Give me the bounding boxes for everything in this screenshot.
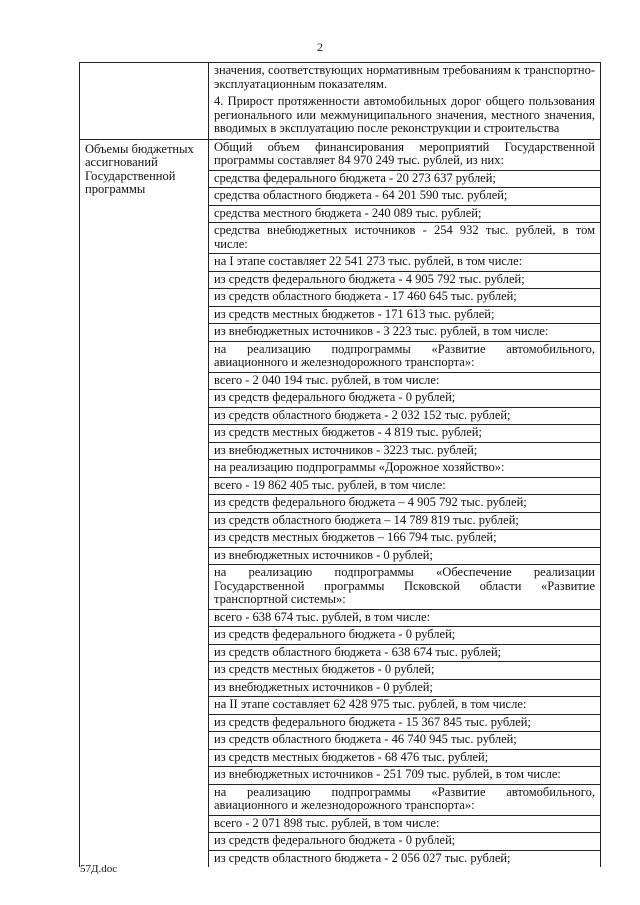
budget-paragraph: средства федерального бюджета - 20 273 637 рублей; <box>209 171 600 189</box>
row2-left-cell <box>80 140 209 868</box>
budget-paragraph: из внебюджетных источников - 3223 тыс. рублей; <box>209 443 600 461</box>
budget-paragraph: из средств местных бюджетов – 166 794 тыс. рублей; <box>209 530 600 548</box>
budget-paragraph: из средств местных бюджетов - 171 613 тыс. рублей; <box>209 307 600 325</box>
budget-paragraph: из средств федерального бюджета - 15 367 845 тыс. рублей; <box>209 715 600 733</box>
budget-paragraph: из средств областного бюджета - 2 032 152 тыс. рублей; <box>209 408 600 426</box>
budget-paragraph: из средств областного бюджета - 17 460 645 тыс. рублей; <box>209 289 600 307</box>
budget-paragraph: средства внебюджетных источников - 254 932 тыс. рублей, в том числе: <box>209 223 600 254</box>
budget-paragraph: из средств областного бюджета - 638 674 тыс. рублей; <box>209 645 600 663</box>
budget-paragraph: из средств местных бюджетов - 4 819 тыс. рублей; <box>209 425 600 443</box>
budget-paragraph: Общий объем финансирования мероприятий Государственной программы составляет 84 970 249 тыс. рублей, из них: <box>209 140 600 171</box>
budget-paragraph: всего - 2 040 194 тыс. рублей, в том числе: <box>209 373 600 391</box>
file-name-footer: 57Д.doc <box>80 863 118 875</box>
budget-paragraph: из средств областного бюджета - 2 056 027 тыс. рублей; <box>214 850 511 865</box>
row2-right-cell <box>209 140 601 868</box>
budget-paragraph: на реализацию подпрограммы «Развитие автомобильного, авиационного и железнодорожного транспорта»: <box>209 785 600 816</box>
budget-paragraph: из средств федерального бюджета - 0 рублей; <box>209 627 600 645</box>
row1-right-cell <box>209 63 601 139</box>
budget-paragraph: из средств федерального бюджета – 4 905 792 тыс. рублей; <box>209 495 600 513</box>
budget-paragraph: из внебюджетных источников - 3 223 тыс. рублей, в том числе: <box>209 324 600 342</box>
budget-paragraph: всего - 2 071 898 тыс. рублей, в том числе: <box>209 816 600 834</box>
program-table <box>79 62 601 867</box>
table-row-indicators <box>80 63 601 140</box>
budget-paragraph: на реализацию подпрограммы «Дорожное хозяйство»: <box>209 460 600 478</box>
budget-paragraph: из средств федерального бюджета - 4 905 792 тыс. рублей; <box>209 272 600 290</box>
table-row-budget <box>80 140 601 868</box>
budget-paragraph: средства местного бюджета - 240 089 тыс. рублей; <box>209 206 600 224</box>
budget-label: Объемы бюджетных ассигнований Государственной программы <box>85 141 194 196</box>
budget-paragraph: на реализацию подпрограммы «Обеспечение реализации Государственной программы Псковской области «Развитие транспортной системы»: <box>209 565 600 610</box>
page-number: 2 <box>317 40 323 54</box>
row1-paragraph: 4. Прирост протяженности автомобильных дорог общего пользования регионального или межмуниципального значения, местного значения, вводимых в эксплуатацию после реконструкции и строительства <box>214 94 595 135</box>
budget-paragraph: из средств областного бюджета - 46 740 945 тыс. рублей; <box>209 732 600 750</box>
budget-paragraph: из внебюджетных источников - 251 709 тыс. рублей, в том числе: <box>209 767 600 785</box>
budget-paragraph: из средств областного бюджета – 14 789 819 тыс. рублей; <box>209 513 600 531</box>
budget-paragraph: всего - 19 862 405 тыс. рублей, в том числе: <box>209 478 600 496</box>
budget-paragraph: из средств федерального бюджета - 0 рублей; <box>209 833 600 851</box>
budget-paragraph: средства областного бюджета - 64 201 590 тыс. рублей; <box>209 188 600 206</box>
row1-paragraph: значения, соответствующих нормативным требованиям к транспортно-эксплуатационным показателям. <box>214 63 595 91</box>
budget-paragraph: из средств местных бюджетов - 0 рублей; <box>209 662 600 680</box>
budget-paragraph: на реализацию подпрограммы «Развитие автомобильного, авиационного и железнодорожного транспорта»: <box>209 342 600 373</box>
budget-paragraph: на II этапе составляет 62 428 975 тыс. рублей, в том числе: <box>209 697 600 715</box>
row1-left-cell <box>80 63 209 139</box>
budget-paragraph: из внебюджетных источников - 0 рублей; <box>209 548 600 566</box>
budget-paragraph: всего - 638 674 тыс. рублей, в том числе: <box>209 610 600 628</box>
budget-paragraph: на I этапе составляет 22 541 273 тыс. рублей, в том числе: <box>209 254 600 272</box>
budget-paragraph: из средств федерального бюджета - 0 рублей; <box>209 390 600 408</box>
budget-paragraph: из внебюджетных источников - 0 рублей; <box>209 680 600 698</box>
budget-paragraph: из средств местных бюджетов - 68 476 тыс. рублей; <box>209 750 600 768</box>
